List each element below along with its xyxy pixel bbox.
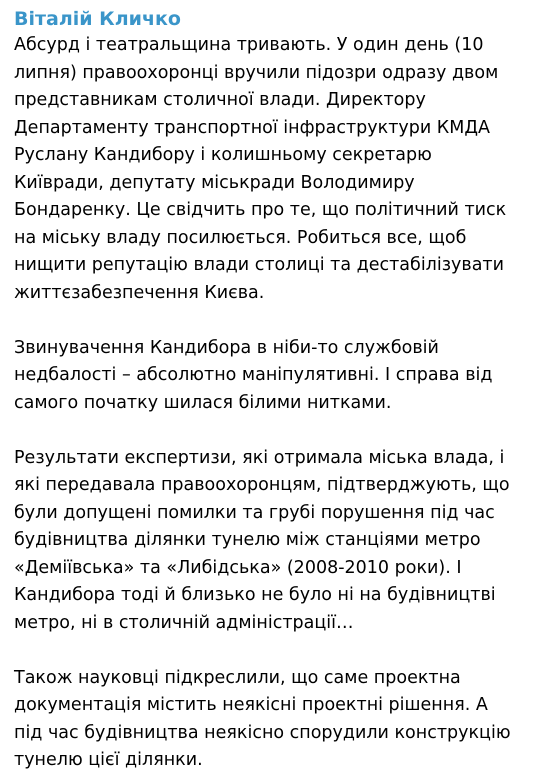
message-text-line: метро, ні в столичній адміністрації… <box>14 612 354 633</box>
message-paragraph <box>14 445 527 638</box>
message-author-name[interactable]: Віталій Кличко <box>14 8 181 30</box>
message-text-line: на міську владу посилюється. Робиться все, щоб <box>14 227 467 248</box>
message-text-line: «Деміївська» та «Либідська» (2008-2010 роки). І <box>14 557 462 578</box>
message-text-line: Звинувачення Кандибора в ніби-то службовій <box>14 337 439 358</box>
message-text-line: життєзабезпечення Києва. <box>14 282 265 303</box>
message-text-line: Бондаренку. Це свідчить про те, що політичний тиск <box>14 200 507 220</box>
message-text-line: Київради, депутату міськради Володимиру <box>14 172 415 193</box>
message-paragraph <box>14 32 527 307</box>
message-text-line: під час будівництва неякісно спорудили конструкцію <box>14 722 511 743</box>
message-text-line: Абсурд і театральщина тривають. У один день (10 <box>14 35 484 55</box>
paragraph-spacer <box>14 307 527 335</box>
message-text-line: Департаменту транспортної інфраструктури КМДА <box>14 117 490 138</box>
message-text-line: документація містить неякісні проектні рішення. А <box>14 695 488 715</box>
message-text <box>14 32 527 775</box>
message-text-line: Результати експертизи, які отримала міська влада, і <box>14 447 505 468</box>
message-text-line: які передавала правоохоронцям, підтверджують, що <box>14 475 510 495</box>
message-text-line: тунелю цієї ділянки. <box>14 750 203 770</box>
paragraph-spacer <box>14 417 527 445</box>
message-text-line: нищити репутацію влади столиці та дестабілізувати <box>14 255 504 275</box>
message-text-line: Руслану Кандибору і колишньому секретарю <box>14 145 432 165</box>
message-text-line: були допущені помилки та грубі порушення під час <box>14 502 495 523</box>
message-paragraph <box>14 665 527 775</box>
message-text-line: Кандибора тоді й близько не було ні на будівництві <box>14 585 496 605</box>
message-text-line: недбалості – абсолютно маніпулятивні. І справа від <box>14 365 493 385</box>
paragraph-spacer <box>14 637 527 665</box>
message-text-line: липня) правоохоронці вручили підозри одразу двом <box>14 62 499 83</box>
message-text-line: представникам столичної влади. Директору <box>14 90 426 110</box>
message-text-line: будівництва ділянки тунелю між станціями метро <box>14 530 481 550</box>
message-text-line: самого початку шилася білими нитками. <box>14 392 392 413</box>
message-text-line: Також науковці підкреслили, що саме проектна <box>14 667 461 688</box>
message-paragraph <box>14 335 527 418</box>
